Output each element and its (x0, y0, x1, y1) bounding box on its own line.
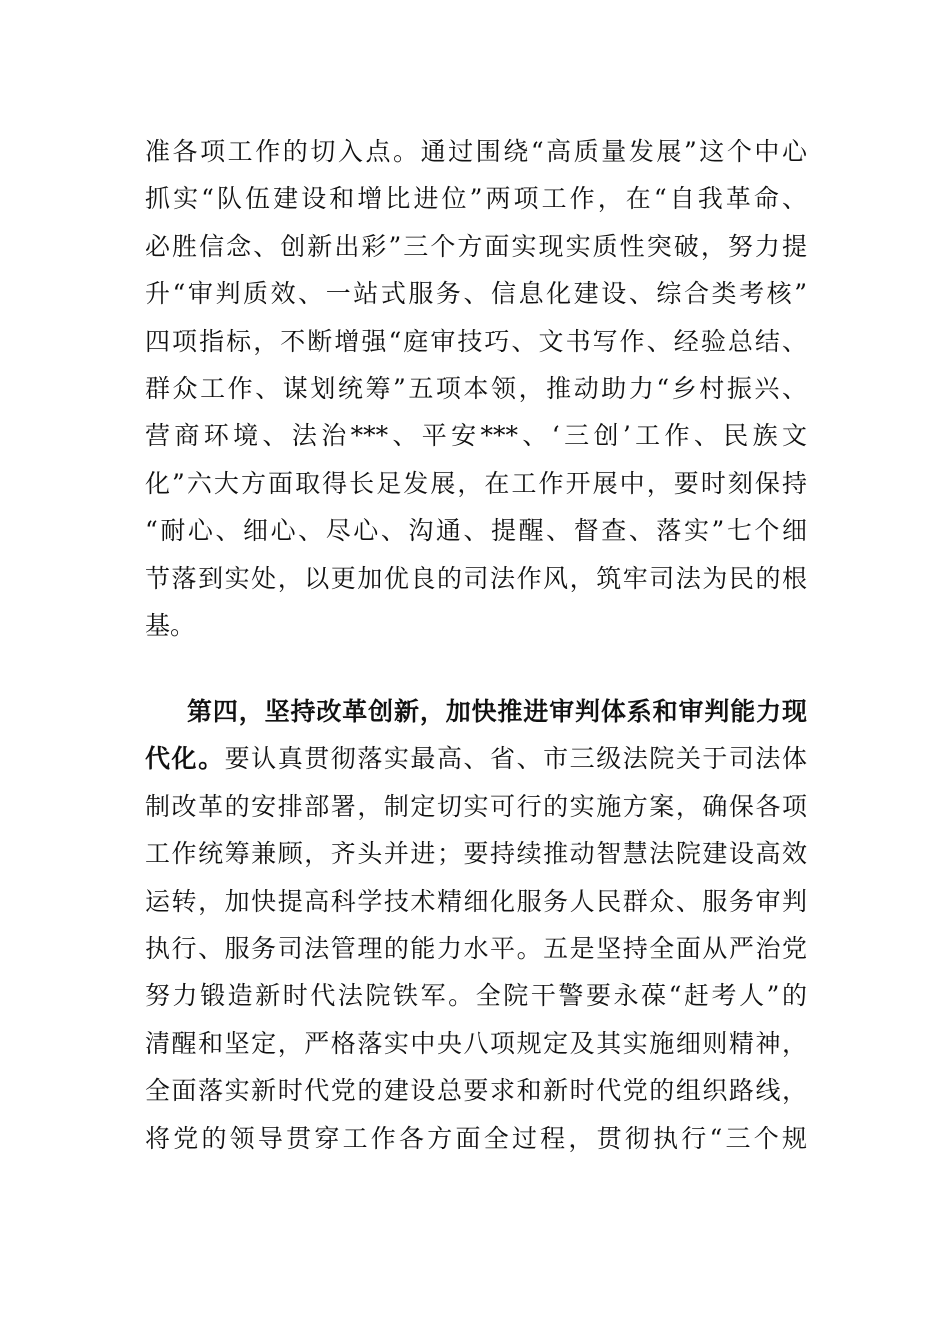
section-heading: 第四，坚持改革创新，加快推进审判体系和审判能力现 (187, 697, 807, 726)
text-line: 制改革的安排部署，制定切实可行的实施方案，确保各项 (145, 791, 807, 821)
section-heading-end: 代化。 (145, 744, 225, 774)
text-line: 工作统筹兼顾，齐头并进；要持续推动智慧法院建设高效 (145, 839, 807, 869)
text-line (145, 735, 807, 782)
text-line: 清醒和坚定，严格落实中央八项规定及其实施细则精神， (145, 1028, 807, 1058)
text-line: 执行、服务司法管理的能力水平。五是坚持全面从严治党 (145, 933, 807, 963)
text-line: 准各项工作的切入点。通过围绕“高质量发展”这个中心 (145, 137, 807, 166)
text-line: 营商环境、法治***、平安***、‘三创’工作、民族文 (145, 421, 807, 451)
text-line: 将党的领导贯穿工作各方面全过程，贯彻执行“三个规 (145, 1123, 807, 1153)
text-line: 努力锻造新时代法院铁军。全院干警要永葆“赶考人”的 (145, 981, 807, 1011)
text-line: 化”六大方面取得长足发展，在工作开展中，要时刻保持 (145, 468, 807, 498)
text-line: 升“审判质效、一站式服务、信息化建设、综合类考核” (145, 279, 807, 309)
paragraph-2 (145, 688, 807, 1162)
text-line: 四项指标，不断增强“庭审技巧、文书写作、经验总结、 (145, 326, 807, 356)
paragraph-1 (145, 128, 807, 649)
text-line-rest: 要认真贯彻落实最高、省、市三级法院关于司法体 (224, 744, 807, 774)
text-line: 群众工作、谋划统筹”五项本领，推动助力“乡村振兴、 (145, 373, 807, 403)
text-line: 基。 (145, 610, 196, 640)
text-line: 运转，加快提高科学技术精细化服务人民群众、服务审判 (145, 886, 807, 916)
text-line: 抓实“队伍建设和增比进位”两项工作，在“自我革命、 (145, 184, 807, 214)
text-line: “耐心、细心、尽心、沟通、提醒、督查、落实”七个细 (145, 516, 807, 546)
text-line: 节落到实处，以更加优良的司法作风，筑牢司法为民的根 (145, 563, 807, 593)
text-line: 必胜信念、创新出彩”三个方面实现实质性突破，努力提 (145, 231, 807, 261)
text-line: 全面落实新时代党的建设总要求和新时代党的组织路线， (145, 1076, 807, 1106)
